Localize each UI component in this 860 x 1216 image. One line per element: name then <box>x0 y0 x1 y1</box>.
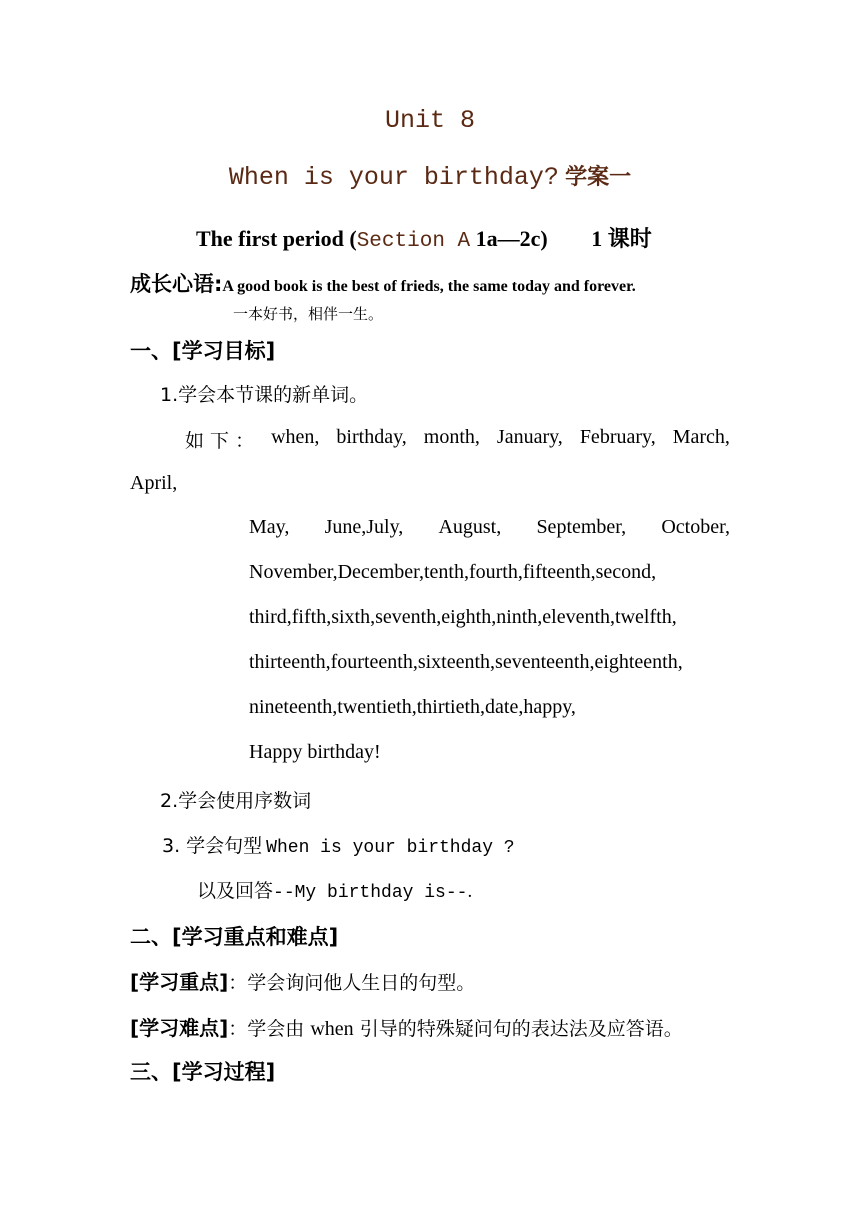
vocab-line-1b: April, <box>130 472 178 494</box>
section3-heading: 三、[学习过程] <box>130 1060 276 1084</box>
objective-3-sentence: When is your birthday ? <box>266 838 515 858</box>
period-hours: 1 课时 <box>591 226 652 251</box>
vocab-line-5: thirteenth,fourteenth,sixteenth,seventeenth,eighteenth, <box>249 651 683 673</box>
difficulty-when: when <box>310 1018 354 1040</box>
lesson-title-cn: 学案一 <box>565 165 632 190</box>
answer-period: . <box>467 881 473 902</box>
ru-xia-label: 如 下 ： <box>185 430 255 452</box>
lesson-title <box>0 160 860 192</box>
vocab-line-4: third,fifth,sixth,seventh,eighth,ninth,eleventh,twelfth, <box>249 606 677 628</box>
section2-heading: 二、[学习重点和难点] <box>130 925 339 949</box>
focus-label: [学习重点] <box>130 970 229 994</box>
vocab-word: October, <box>661 516 730 538</box>
period-section: Section A <box>356 230 471 253</box>
answer-sentence: --My birthday is-- <box>273 883 468 903</box>
vocab-word: birthday, <box>336 426 407 448</box>
difficulty-text-suffix: 引导的特殊疑问句的表达法及应答语。 <box>353 1018 683 1040</box>
objective-3-answer <box>197 876 472 903</box>
vocab-word: month, <box>423 426 480 448</box>
objective-3 <box>162 831 515 858</box>
period-prefix: The first period ( <box>196 226 357 251</box>
objective-3-prefix: 3. 学会句型 <box>162 835 263 857</box>
vocab-line-7: Happy birthday! <box>249 741 381 763</box>
lesson-title-en: When is your birthday? <box>228 163 559 192</box>
vocab-line-1 <box>185 426 730 453</box>
unit-title: Unit 8 <box>384 106 475 135</box>
motto-line <box>130 268 636 298</box>
vocab-line-6: nineteenth,twentieth,thirtieth,date,happy, <box>249 696 576 718</box>
vocab-line-3: November,December,tenth,fourth,fifteenth,second, <box>249 561 657 583</box>
motto-english: A good book is the best of frieds, the same today and forever. <box>222 278 636 295</box>
difficulty-line <box>130 1012 683 1041</box>
vocab-word: May, <box>249 516 290 538</box>
vocab-word: when, <box>271 426 320 448</box>
vocab-word: September, <box>536 516 627 538</box>
objective-1: 1.学会本节课的新单词。 <box>160 384 369 406</box>
focus-text: ：学会询问他人生日的句型。 <box>228 972 476 994</box>
period-range: 1a—2c) <box>470 226 548 251</box>
period-line <box>196 222 652 253</box>
vocab-word: June,July, <box>324 516 404 538</box>
vocab-word: August, <box>438 516 502 538</box>
section1-heading: 一、[学习目标] <box>130 339 276 363</box>
vocab-word: January, <box>496 426 563 448</box>
motto-label: 成长心语: <box>130 272 223 296</box>
difficulty-label: [学习难点] <box>130 1016 229 1040</box>
vocab-word: February, <box>579 426 656 448</box>
vocab-line-2 <box>249 516 730 539</box>
answer-prefix: 以及回答 <box>197 880 274 902</box>
difficulty-text-prefix: ：学会由 <box>228 1018 311 1040</box>
objective-2: 2.学会使用序数词 <box>160 790 312 812</box>
focus-line <box>130 966 475 995</box>
motto-chinese: 一本好书，相伴一生。 <box>233 305 384 323</box>
vocab-word: March, <box>672 426 730 448</box>
